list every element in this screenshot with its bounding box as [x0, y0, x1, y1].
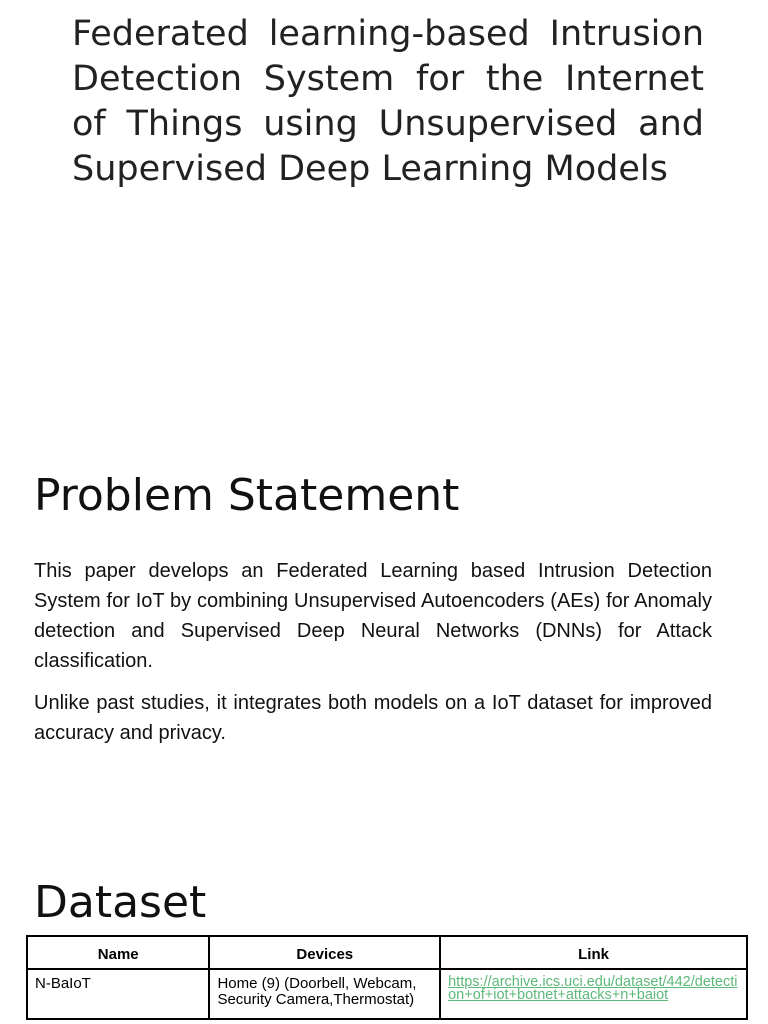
problem-paragraph-1: This paper develops an Federated Learning based Intrusion Detection System for IoT by combining Unsupervised Autoencoders (AEs) for Anomaly detection and Supervised Deep Neural Networks (DNNs) for Attack classification.	[34, 560, 712, 672]
table-header-row	[27, 936, 747, 969]
table-row	[27, 969, 747, 1019]
dataset-table	[26, 935, 748, 1020]
problem-paragraph-2: Unlike past studies, it integrates both models on a IoT dataset for improved accuracy and privacy.	[34, 692, 712, 744]
dataset-devices-cell: Home (9) (Doorbell, Webcam, Security Camera,Thermostat)	[209, 969, 440, 1019]
problem-statement-heading: Problem Statement	[34, 470, 460, 521]
column-header-name: Name	[27, 936, 209, 969]
column-header-devices: Devices	[209, 936, 440, 969]
dataset-link-cell	[440, 969, 747, 1019]
column-header-link: Link	[440, 936, 747, 969]
dataset-link[interactable]: https://archive.ics.uci.edu/dataset/442/detection+of+iot+botnet+attacks+n+baiot	[448, 974, 738, 1003]
dataset-heading: Dataset	[34, 877, 207, 928]
page-title: Federated learning-based Intrusion Detection System for the Internet of Things using Unsupervised and Supervised Deep Learning Models	[72, 14, 704, 189]
dataset-name-cell: N-BaIoT	[27, 969, 209, 1019]
